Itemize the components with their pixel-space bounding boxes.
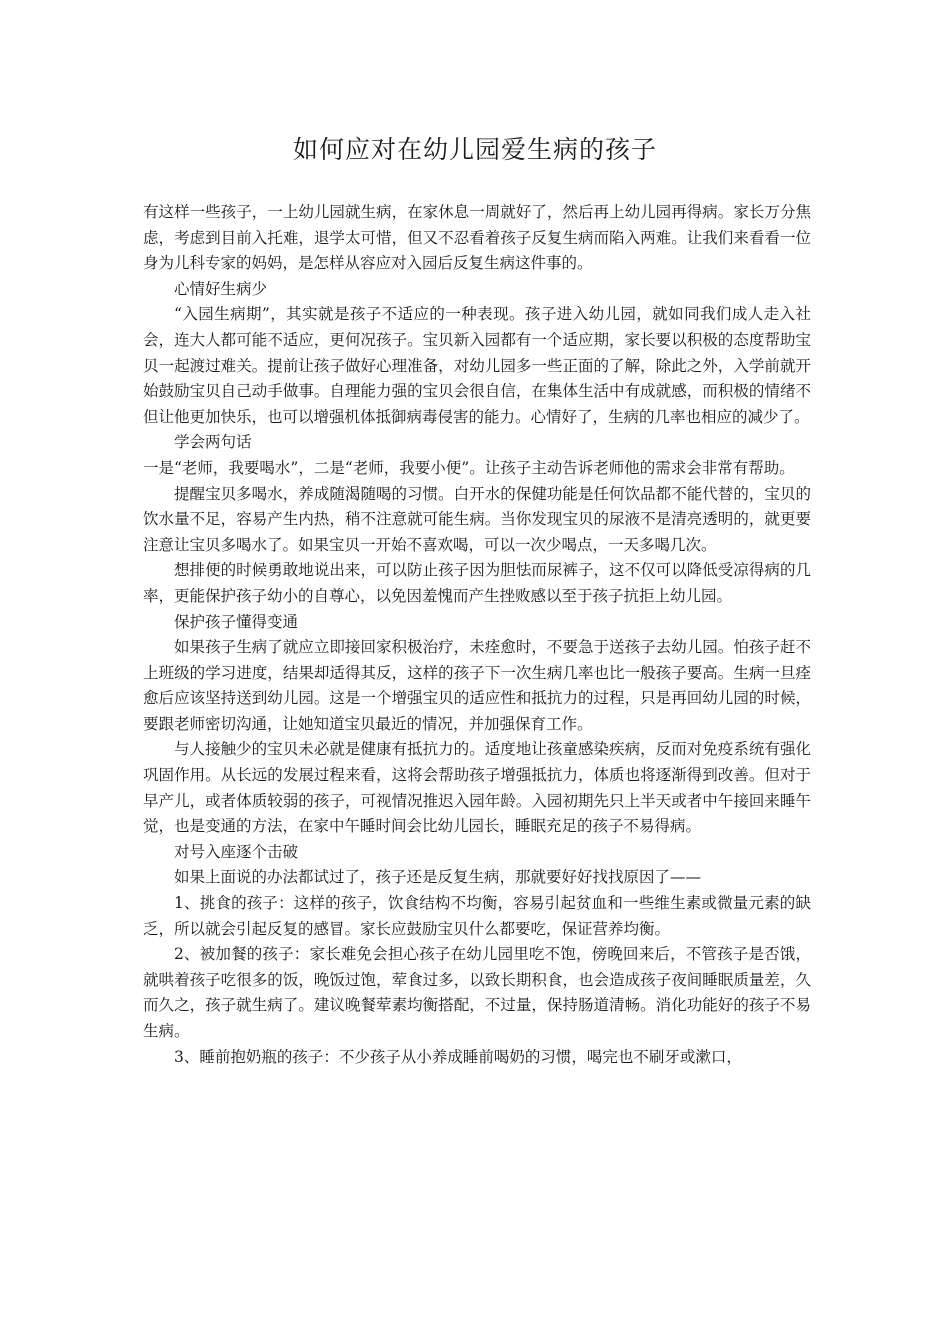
section-two-phrases xyxy=(143,430,811,609)
list-item: 2、被加餐的孩子：家长难免会担心孩子在幼儿园里吃不饱，傍晚回来后，不管孩子是否饿，就哄着孩子吃很多的饭，晚饭过饱，荤食过多，以致长期积食，也会造成孩子夜间睡眠质量差，久而久之，孩子就生病了。建议晚餐荤素均衡搭配，不过量，保持肠道清畅。消化功能好的孩子不易生病。 xyxy=(143,945,811,1040)
document-body xyxy=(143,200,811,1070)
body-paragraph: 与人接触少的宝贝未必就是健康有抵抗力的。适度地让孩童感染疾病，反而对免疫系统有强化巩固作用。从长远的发展过程来看，这将会帮助孩子增强抵抗力，体质也将逐渐得到改善。但对于早产儿，或者体质较弱的孩子，可视情况推迟入园年龄。入园初期先只上半天或者中午接回来睡午觉，也是变通的方法，在家中午睡时间会比幼儿园长，睡眠充足的孩子不易得病。 xyxy=(143,740,811,836)
section-heading: 对号入座逐个击破 xyxy=(174,842,299,861)
section-mood xyxy=(143,277,811,431)
body-paragraph: 提醒宝贝多喝水，养成随渴随喝的习惯。白开水的保健功能是任何饮品都不能代替的，宝贝的饮水量不足，容易产生内热，稍不注意就可能生病。当你发现宝贝的尿液不是清亮透明的，就更要注意让宝贝多喝水了。如果宝贝一开始不喜欢喝，可以一次少喝点，一天多喝几次。 xyxy=(143,484,811,554)
section-heading: 学会两句话 xyxy=(174,433,252,452)
body-paragraph: “入园生病期”，其实就是孩子不适应的一种表现。孩子进入幼儿园，就如同我们成人走入社会，连大人都可能不适应，更何况孩子。宝贝新入园都有一个适应期，家长要以积极的态度帮助宝贝一起渡过难关。提前让孩子做好心理准备，对幼儿园多一些正面的了解，除此之外，入学前就开始鼓励宝贝自己动手做事。自理能力强的宝贝会很自信，在集体生活中有成就感，而积极的情绪不但让他更加快乐，也可以增强机体抵御病毒侵害的能力。心情好了，生病的几率也相应的减少了。 xyxy=(143,305,811,426)
document-title: 如何应对在幼儿园爱生病的孩子 xyxy=(292,135,657,164)
list-item: 1、挑食的孩子：这样的孩子，饮食结构不均衡，容易引起贫血和一些维生素或微量元素的缺乏，所以就会引起反复的感冒。家长应鼓励宝贝什么都要吃，保证营养均衡。 xyxy=(143,894,811,938)
section-heading: 保护孩子懂得变通 xyxy=(174,612,299,631)
section-heading: 心情好生病少 xyxy=(174,279,268,298)
body-paragraph: 一是“老师，我要喝水”，二是“老师，我要小便”。让孩子主动告诉老师他的需求会非常有帮助。 xyxy=(143,458,795,477)
section-targeted xyxy=(143,840,811,1070)
section-flexibility xyxy=(143,610,811,840)
body-paragraph: 如果孩子生病了就应立即接回家积极治疗，未痊愈时，不要急于送孩子去幼儿园。怕孩子赶不上班级的学习进度，结果却适得其反，这样的孩子下一次生病几率也比一般孩子要高。生病一旦痊愈后应该坚持送到幼儿园。这是一个增强宝贝的适应性和抵抗力的过程，只是再回幼儿园的时候，要跟老师密切沟通，让她知道宝贝最近的情况，并加强保育工作。 xyxy=(143,638,811,733)
list-item: 3、睡前抱奶瓶的孩子：不少孩子从小养成睡前喝奶的习惯，喝完也不刷牙或漱口， xyxy=(174,1047,742,1066)
body-paragraph: 如果上面说的办法都试过了，孩子还是反复生病，那就要好好找找原因了—— xyxy=(174,868,702,887)
intro-paragraph: 有这样一些孩子，一上幼儿园就生病，在家休息一周就好了，然后再上幼儿园再得病。家长万分焦虑，考虑到目前入托难，退学太可惜，但又不忍看着孩子反复生病而陷入两难。让我们来看看一位身为儿科专家的妈妈，是怎样从容应对入园后反复生病这件事的。 xyxy=(143,203,811,273)
body-paragraph: 想排便的时候勇敢地说出来，可以防止孩子因为胆怯而尿裤子，这不仅可以降低受凉得病的几率，更能保护孩子幼小的自尊心，以免因羞愧而产生挫败感以至于孩子抗拒上幼儿园。 xyxy=(143,561,811,605)
